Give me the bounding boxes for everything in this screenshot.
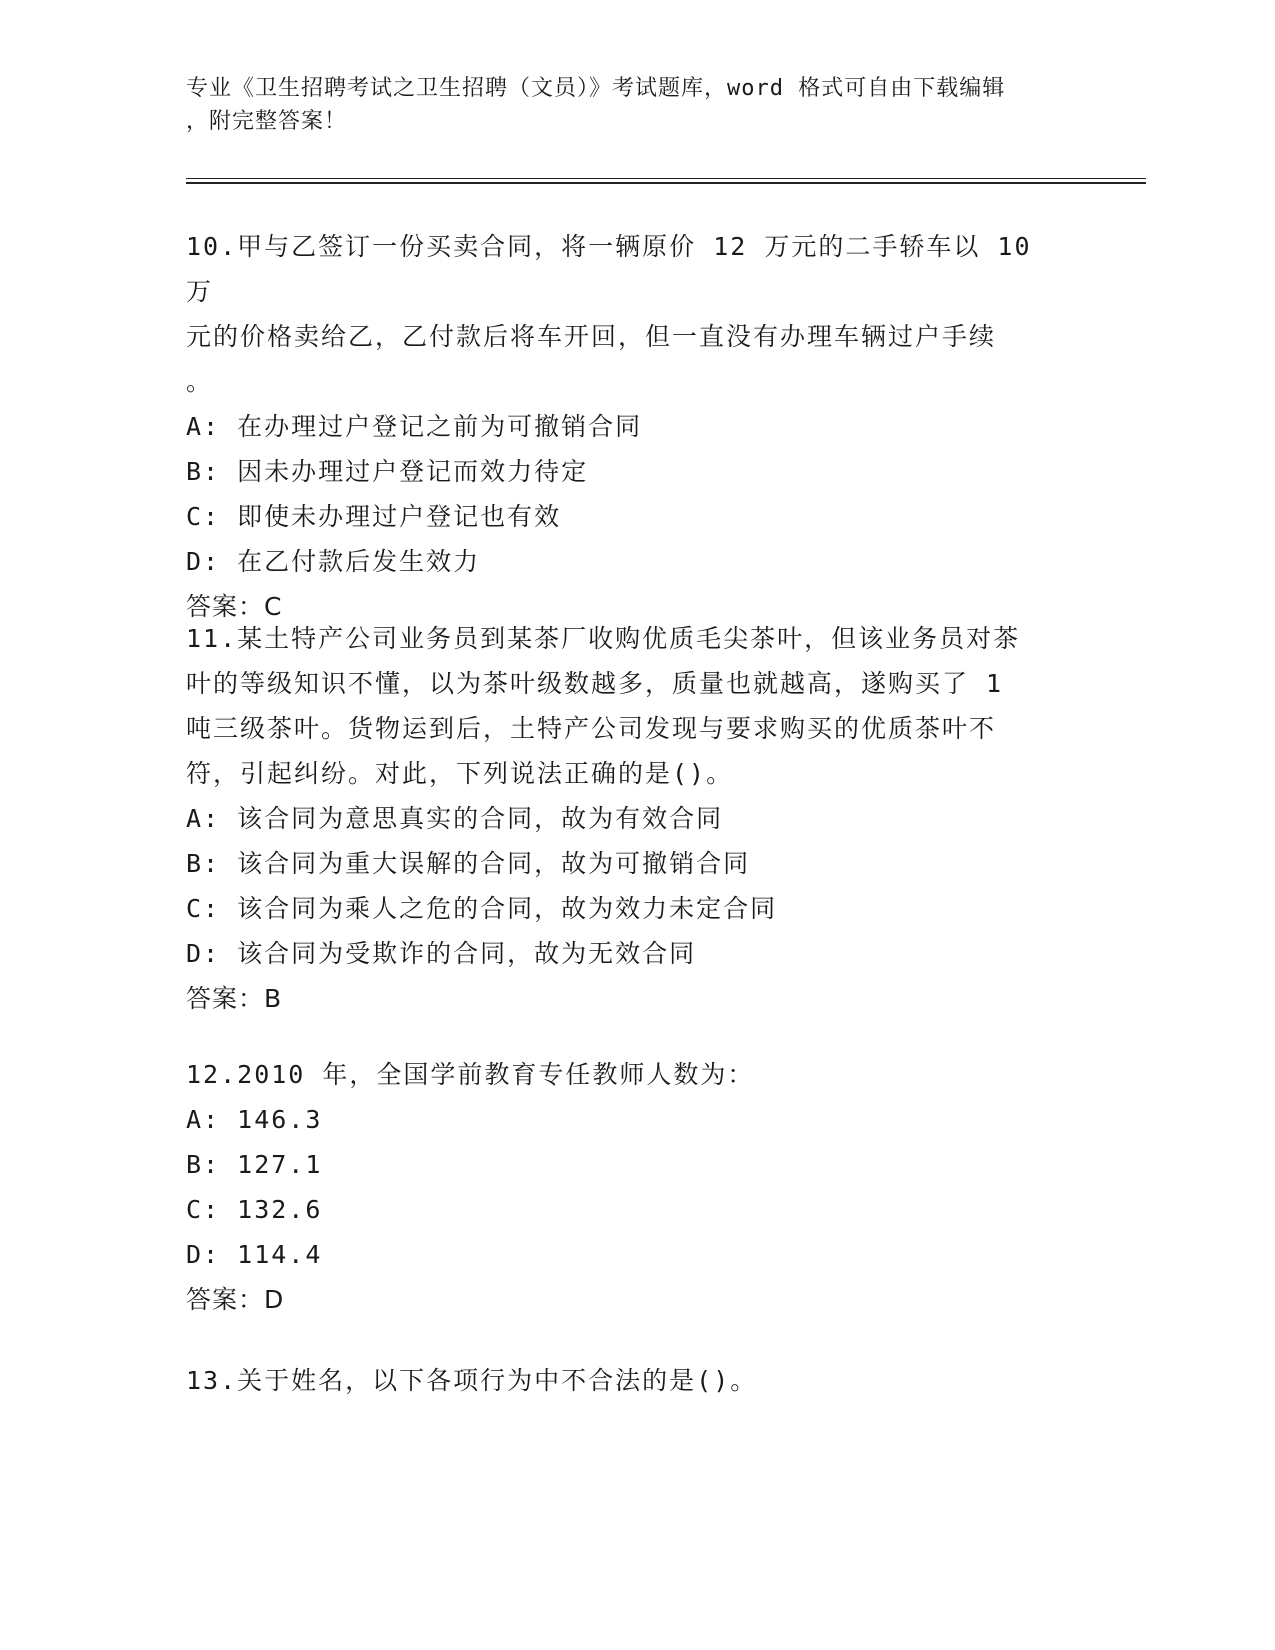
question-10 [186, 224, 1066, 629]
question-stem-line: 12.2010 年，全国学前教育专任教师人数为： [186, 1060, 755, 1089]
question-stem-line: 。 [186, 367, 214, 396]
option-d: D: 该合同为受欺诈的合同，故为无效合同 [186, 939, 697, 968]
question-stem-line: 吨三级茶叶。货物运到后，土特产公司发现与要求购买的优质茶叶不 [186, 714, 997, 743]
option-c: C: 该合同为乘人之危的合同，故为效力未定合同 [186, 894, 778, 923]
header-divider-top [186, 178, 1146, 179]
option-a: A: 在办理过户登记之前为可撤销合同 [186, 412, 643, 441]
header-divider-bottom [186, 182, 1146, 184]
question-stem-line: 13.关于姓名，以下各项行为中不合法的是()。 [186, 1366, 758, 1395]
document-header [186, 72, 1066, 138]
option-d: D: 在乙付款后发生效力 [186, 547, 481, 576]
option-d: D: 114.4 [186, 1240, 323, 1269]
question-11 [186, 616, 1066, 1021]
option-b: B: 127.1 [186, 1150, 323, 1179]
option-a: A: 该合同为意思真实的合同，故为有效合同 [186, 804, 724, 833]
option-b: B: 因未办理过户登记而效力待定 [186, 457, 589, 486]
question-stem-line: 11.某土特产公司业务员到某茶厂收购优质毛尖茶叶，但该业务员对茶 [186, 624, 1021, 653]
option-c: C: 即使未办理过户登记也有效 [186, 502, 562, 531]
question-stem-line: 元的价格卖给乙，乙付款后将车开回，但一直没有办理车辆过户手续 [186, 322, 997, 351]
question-13 [186, 1358, 1066, 1403]
option-c: C: 132.6 [186, 1195, 323, 1224]
header-line-2: ，附完整答案！ [186, 109, 348, 134]
answer: 答案：C [186, 592, 283, 621]
answer: 答案：D [186, 1285, 285, 1314]
question-stem-line: 10.甲与乙签订一份买卖合同，将一辆原价 12 万元的二手轿车以 10 万 [186, 232, 1049, 306]
option-a: A: 146.3 [186, 1105, 323, 1134]
header-line-1: 专业《卫生招聘考试之卫生招聘（文员）》考试题库，word 格式可自由下载编辑 [186, 76, 1006, 101]
answer: 答案：B [186, 984, 283, 1013]
question-stem-line: 叶的等级知识不懂，以为茶叶级数越多，质量也就越高，遂购买了 1 [186, 669, 1004, 698]
question-12 [186, 1052, 1066, 1322]
question-stem-line: 符，引起纠纷。对此，下列说法正确的是()。 [186, 759, 734, 788]
option-b: B: 该合同为重大误解的合同，故为可撤销合同 [186, 849, 751, 878]
